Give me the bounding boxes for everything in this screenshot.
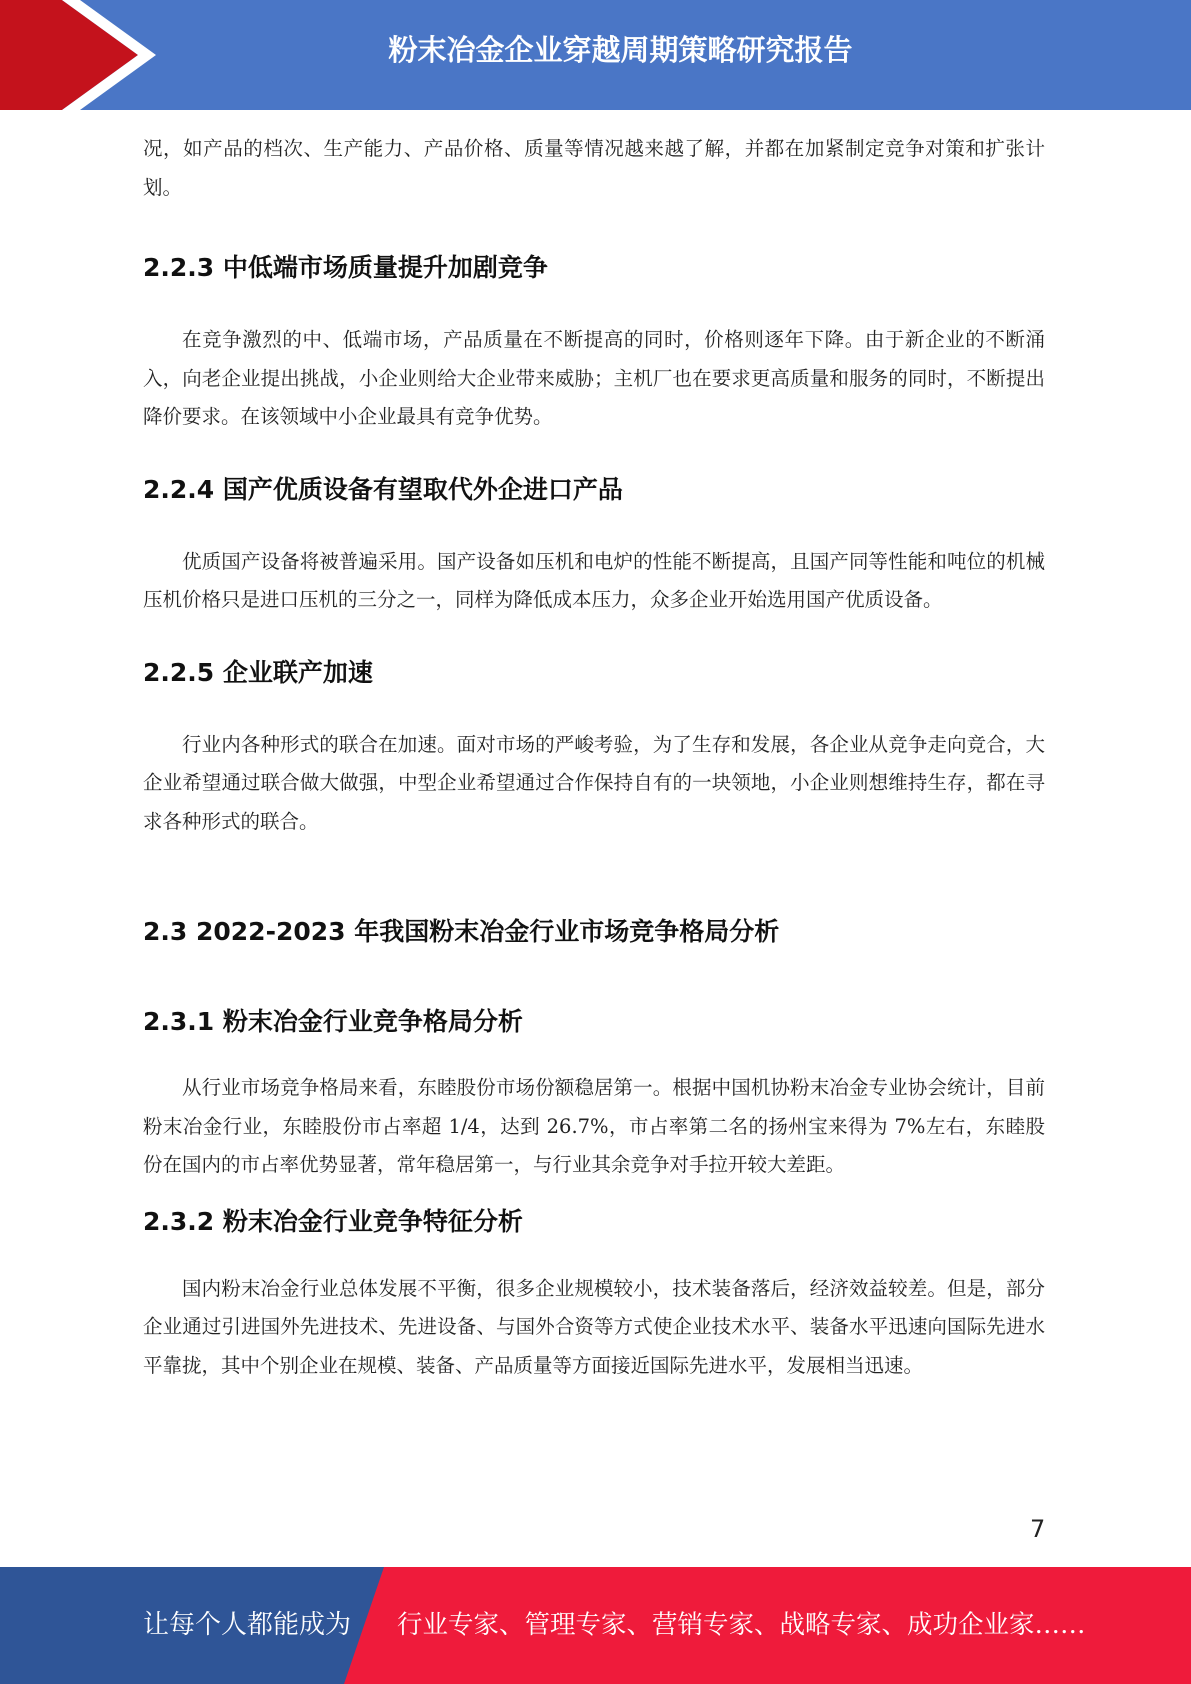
section-heading-2-3-1: 2.3.1 粉末冶金行业竞争格局分析 <box>143 1007 523 1036</box>
section-paragraph-2-2-5: 行业内各种形式的联合在加速。面对市场的严峻考验，为了生存和发展，各企业从竞争走向竞合，大企业希望通过联合做大做强，中型企业希望通过合作保持自有的一块领地，小企业则想维持生存，都在寻求各种形式的联合。 <box>143 732 1045 833</box>
section-heading-2-3: 2.3 2022-2023 年我国粉末冶金行业市场竞争格局分析 <box>143 917 780 946</box>
page-header <box>0 0 1191 110</box>
section-heading-2-3-2: 2.3.2 粉末冶金行业竞争特征分析 <box>143 1206 523 1236</box>
footer-slogan-left: 让每个人都能成为 <box>143 1610 352 1640</box>
section-heading-2-2-4: 2.2.4 国产优质设备有望取代外企进口产品 <box>143 474 623 504</box>
section-paragraph-2-2-4: 优质国产设备将被普遍采用。国产设备如压机和电炉的性能不断提高，且国产同等性能和吨位的机械压机价格只是进口压机的三分之一，同样为降低成本压力，众多企业开始选用国产优质设备。 <box>143 549 1045 611</box>
document-body <box>143 130 1045 1385</box>
report-title: 粉末冶金企业穿越周期策略研究报告 <box>388 33 853 67</box>
footer-slogan-right: 行业专家、管理专家、营销专家、战略专家、成功企业家…… <box>397 1610 1086 1640</box>
page-number: 7 <box>1030 1515 1046 1543</box>
section-heading-2-2-3: 2.2.3 中低端市场质量提升加剧竞争 <box>143 253 548 282</box>
section-paragraph-2-2-3: 在竞争激烈的中、低端市场，产品质量在不断提高的同时，价格则逐年下降。由于新企业的不断涌入，向老企业提出挑战，小企业则给大企业带来威胁；主机厂也在要求更高质量和服务的同时，不断提出降价要求。在该领域中小企业最具有竞争优势。 <box>143 328 1045 428</box>
section-heading-2-2-5: 2.2.5 企业联产加速 <box>143 657 373 687</box>
section-paragraph-2-3-2: 国内粉末冶金行业总体发展不平衡，很多企业规模较小，技术装备落后，经济效益较差。但是，部分企业通过引进国外先进技术、先进设备、与国外合资等方式使企业技术水平、装备水平迅速向国际先进水平靠拢，其中个别企业在规模、装备、产品质量等方面接近国际先进水平，发展相当迅速。 <box>143 1276 1045 1377</box>
page-footer <box>0 1567 1191 1684</box>
intro-paragraph: 况，如产品的档次、生产能力、产品价格、质量等情况越来越了解，并都在加紧制定竞争对策和扩张计划。 <box>143 137 1045 199</box>
section-paragraph-2-3-1: 从行业市场竞争格局来看，东睦股份市场份额稳居第一。根据中国机协粉末冶金专业协会统计，目前粉末冶金行业，东睦股份市占率超 1/4，达到 26.7%，市占率第二名的扬州宝来得为 7%左右，东睦股份在国内的市占率优势显著，常年稳居第一，与行业其余竞争对手拉开较大差距。 <box>143 1076 1045 1176</box>
